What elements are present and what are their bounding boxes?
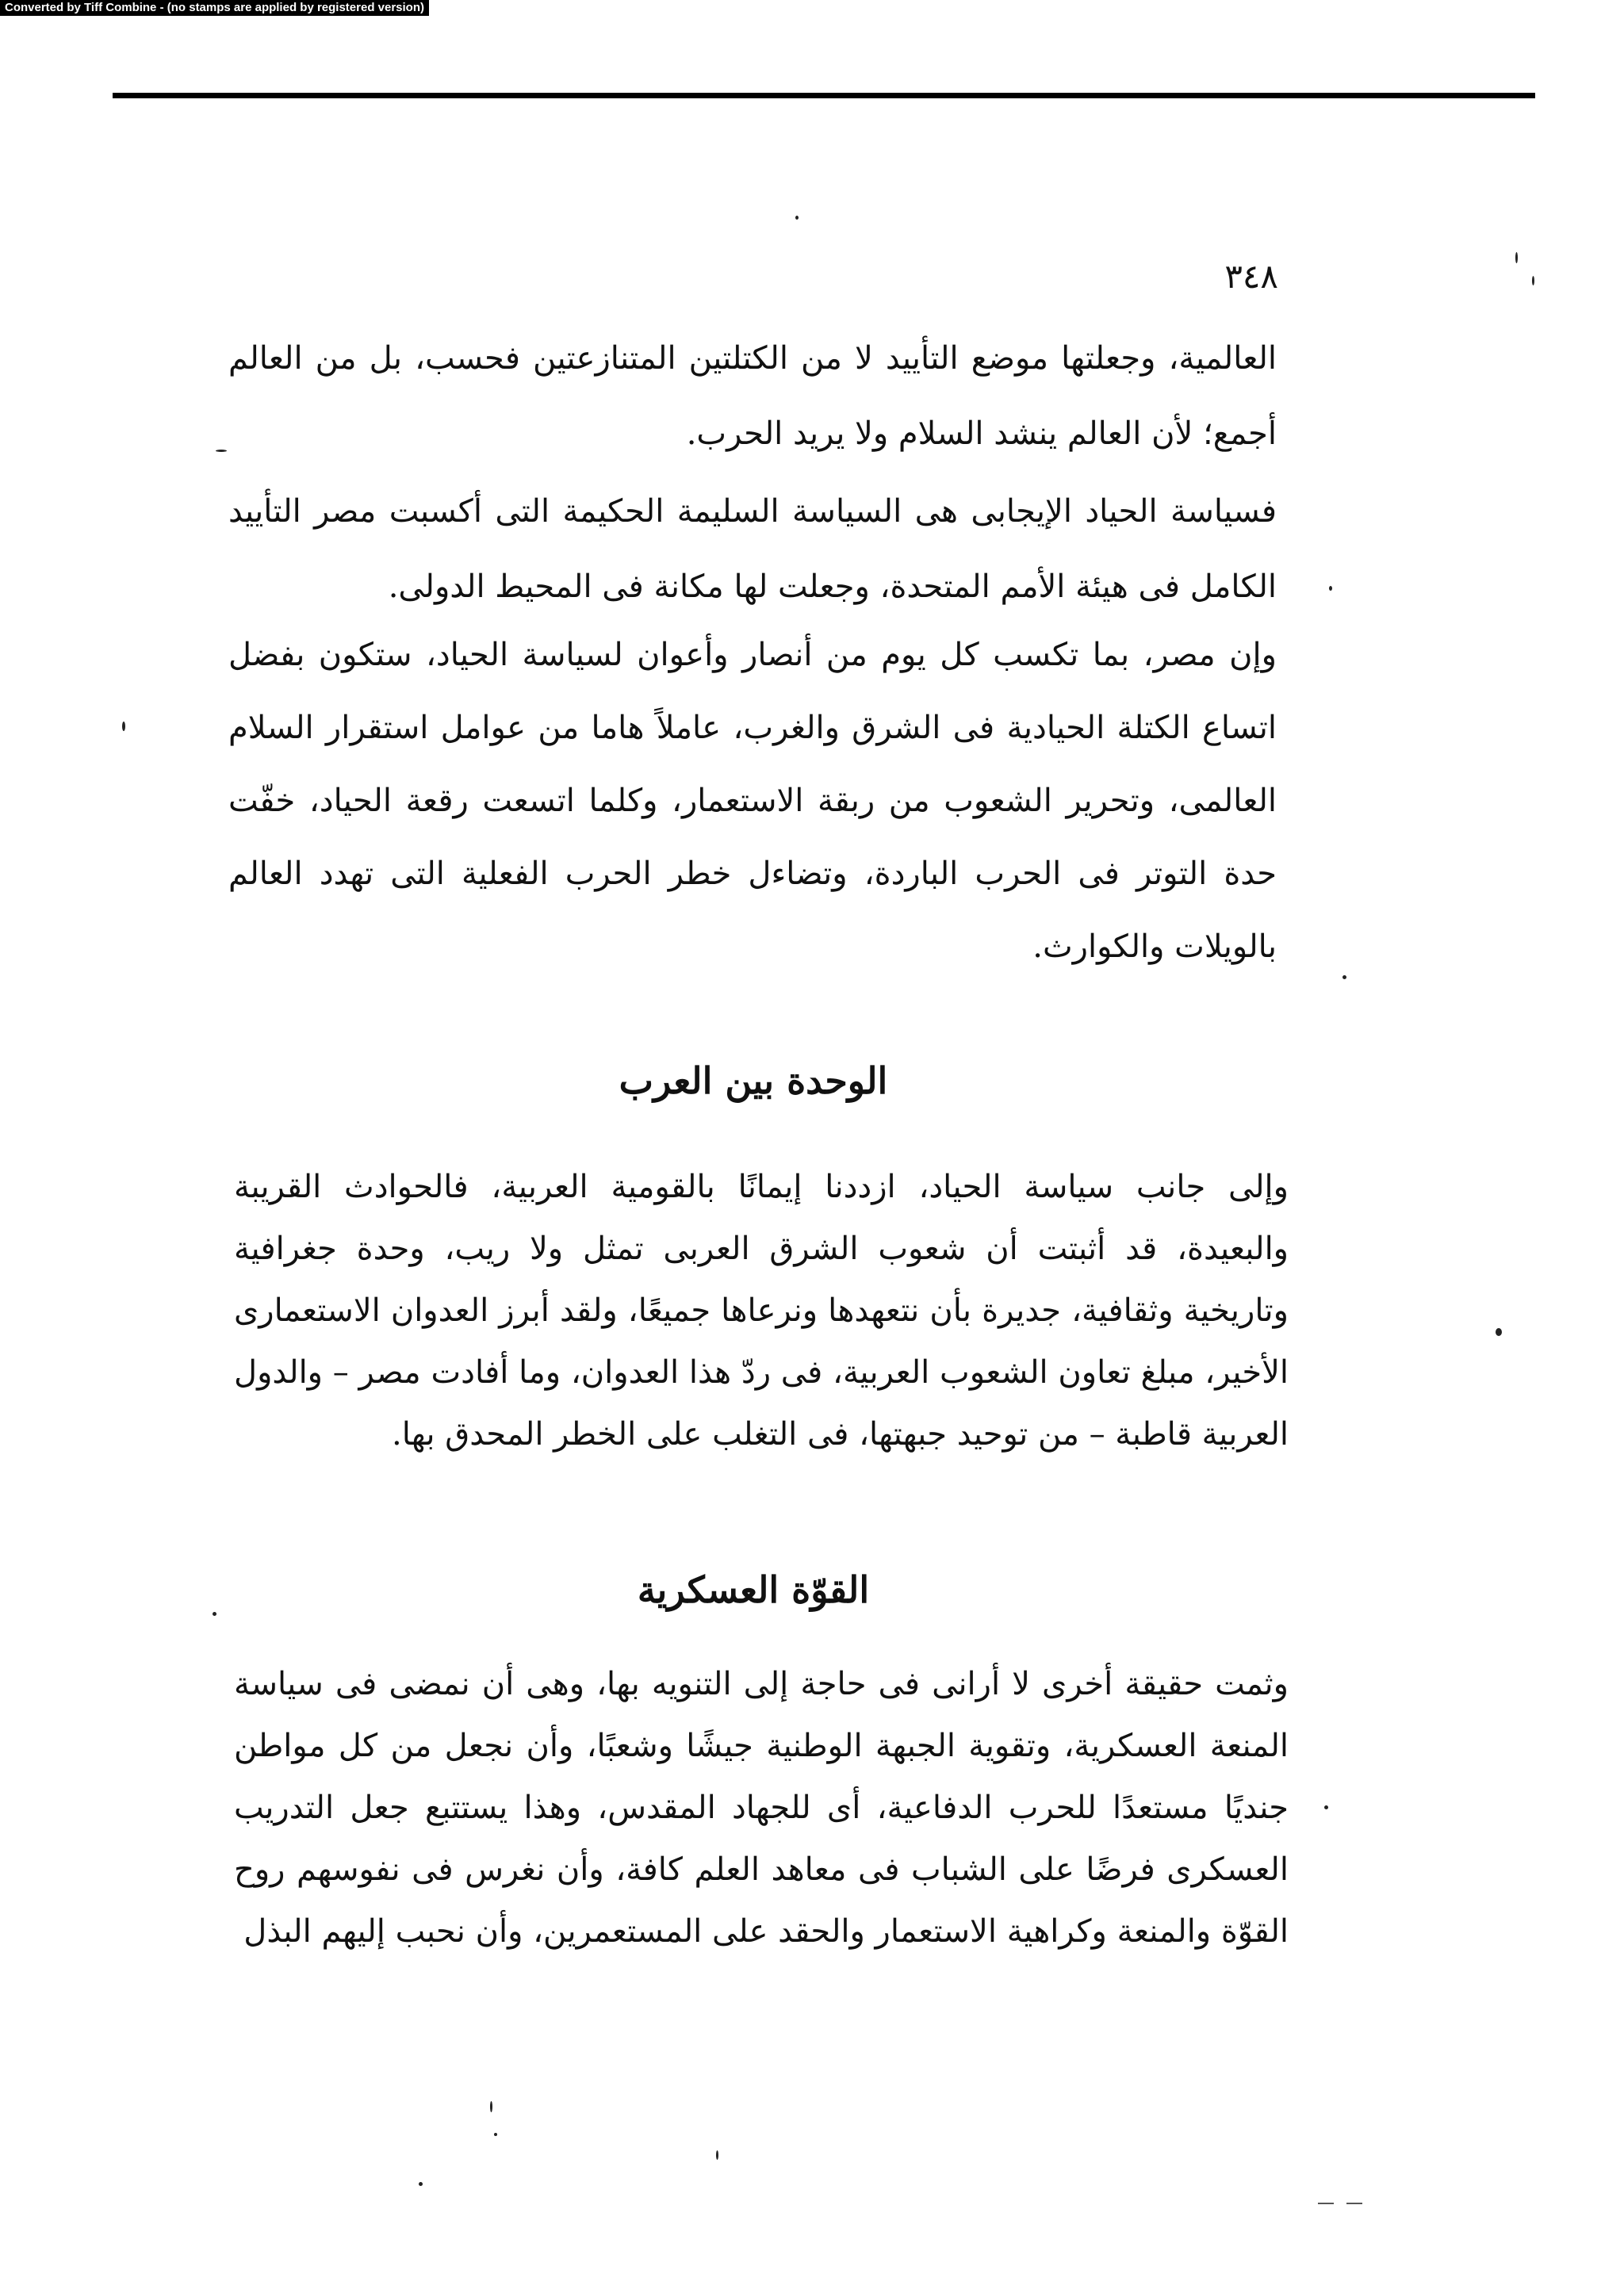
scan-speck	[490, 2101, 492, 2112]
paragraph-3: وإن مصر، بما تكسب كل يوم من أنصار وأعوان لسياسة الحياد، ستكون بفضل اتساع الكتلة الحيادية فى الشرق والغرب، عاملاً هاما من عوامل استقرار السلام العالمى، وتحرير الشعوب من ربقة الاستعمار، وكلما اتسعت رقعة الحياد، خفّت حدة التوتر فى الحرب الباردة، وتضاءل خطر الحرب الفعلية التى تهدد العالم بالويلات والكوارث.	[228, 637, 1277, 965]
paragraph-1: العالمية، وجعلتها موضع التأييد لا من الكتلتين المتنازعتين فحسب، بل من العالم أجمع؛ لأن العالم ينشد السلام ولا يريد الحرب.	[228, 340, 1277, 452]
paragraph-arab-unity: وإلى جانب سياسة الحياد، ازددنا إيمانًا بالقومية العربية، فالحوادث القريبة والبعيدة، قد أثبتت أن شعوب الشرق العربى تمثل ولا ريب، وحدة جغرافية وتاريخية وثقافية، جديرة بأن نتعهدها ونرعاها جميعًا، ولقد أبرز العدوان الاستعمارى الأخير، مبلغ تعاون الشعوب العربية، فى ردّ هذا العدوان، وما أفادت مصر – والدول العربية قاطبة – من توحيد جبهتها، فى التغلب على الخطر المحدق بها.	[234, 1169, 1289, 1453]
scan-speck	[1324, 1805, 1328, 1809]
scan-speck	[1515, 252, 1518, 263]
conversion-stamp: Converted by Tiff Combine - (no stamps are applied by registered version)	[0, 0, 429, 16]
scan-speck	[1342, 975, 1346, 979]
scan-speck	[716, 2150, 718, 2160]
scan-speck	[216, 450, 227, 452]
paragraph-military-strength: وثمت حقيقة أخرى لا أرانى فى حاجة إلى التنويه بها، وهى أن نمضى فى سياسة المنعة العسكرية، وتقوية الجبهة الوطنية جيشًا وشعبًا، وأن نجعل من كل مواطن جنديًا مستعدًا للحرب الدفاعية، أى للجهاد المقدس، وهذا يستتبع جعل التدريب العسكرى فرضًا على الشباب فى معاهد العلم كافة، وأن نغرس فى نفوسهم روح القوّة والمنعة وكراهية الاستعمار والحقد على المستعمرين، وأن نحبب إليهم البذل	[234, 1666, 1289, 1950]
scan-dash	[1318, 2203, 1334, 2204]
section-heading-arab-unity: الوحدة بين العرب	[619, 1059, 888, 1102]
paragraph-2: فسياسة الحياد الإيجابى هى السياسة السليمة الحكيمة التى أكسبت مصر التأييد الكامل فى هيئة الأمم المتحدة، وجعلت لها مكانة فى المحيط الدولى.	[228, 493, 1277, 605]
scan-speck	[213, 1612, 216, 1616]
scan-speck	[1532, 276, 1534, 285]
scan-speck	[122, 722, 125, 731]
scan-dash	[1346, 2203, 1362, 2204]
scan-speck	[795, 216, 799, 220]
scan-speck	[419, 2182, 423, 2186]
page-number: ٣٤٨	[1224, 257, 1278, 296]
scan-speck	[1496, 1328, 1502, 1336]
section-heading-military-strength: القوّة العسكرية	[637, 1568, 870, 1611]
scan-speck	[494, 2133, 497, 2136]
top-rule	[113, 93, 1535, 98]
scan-speck	[1329, 586, 1332, 591]
